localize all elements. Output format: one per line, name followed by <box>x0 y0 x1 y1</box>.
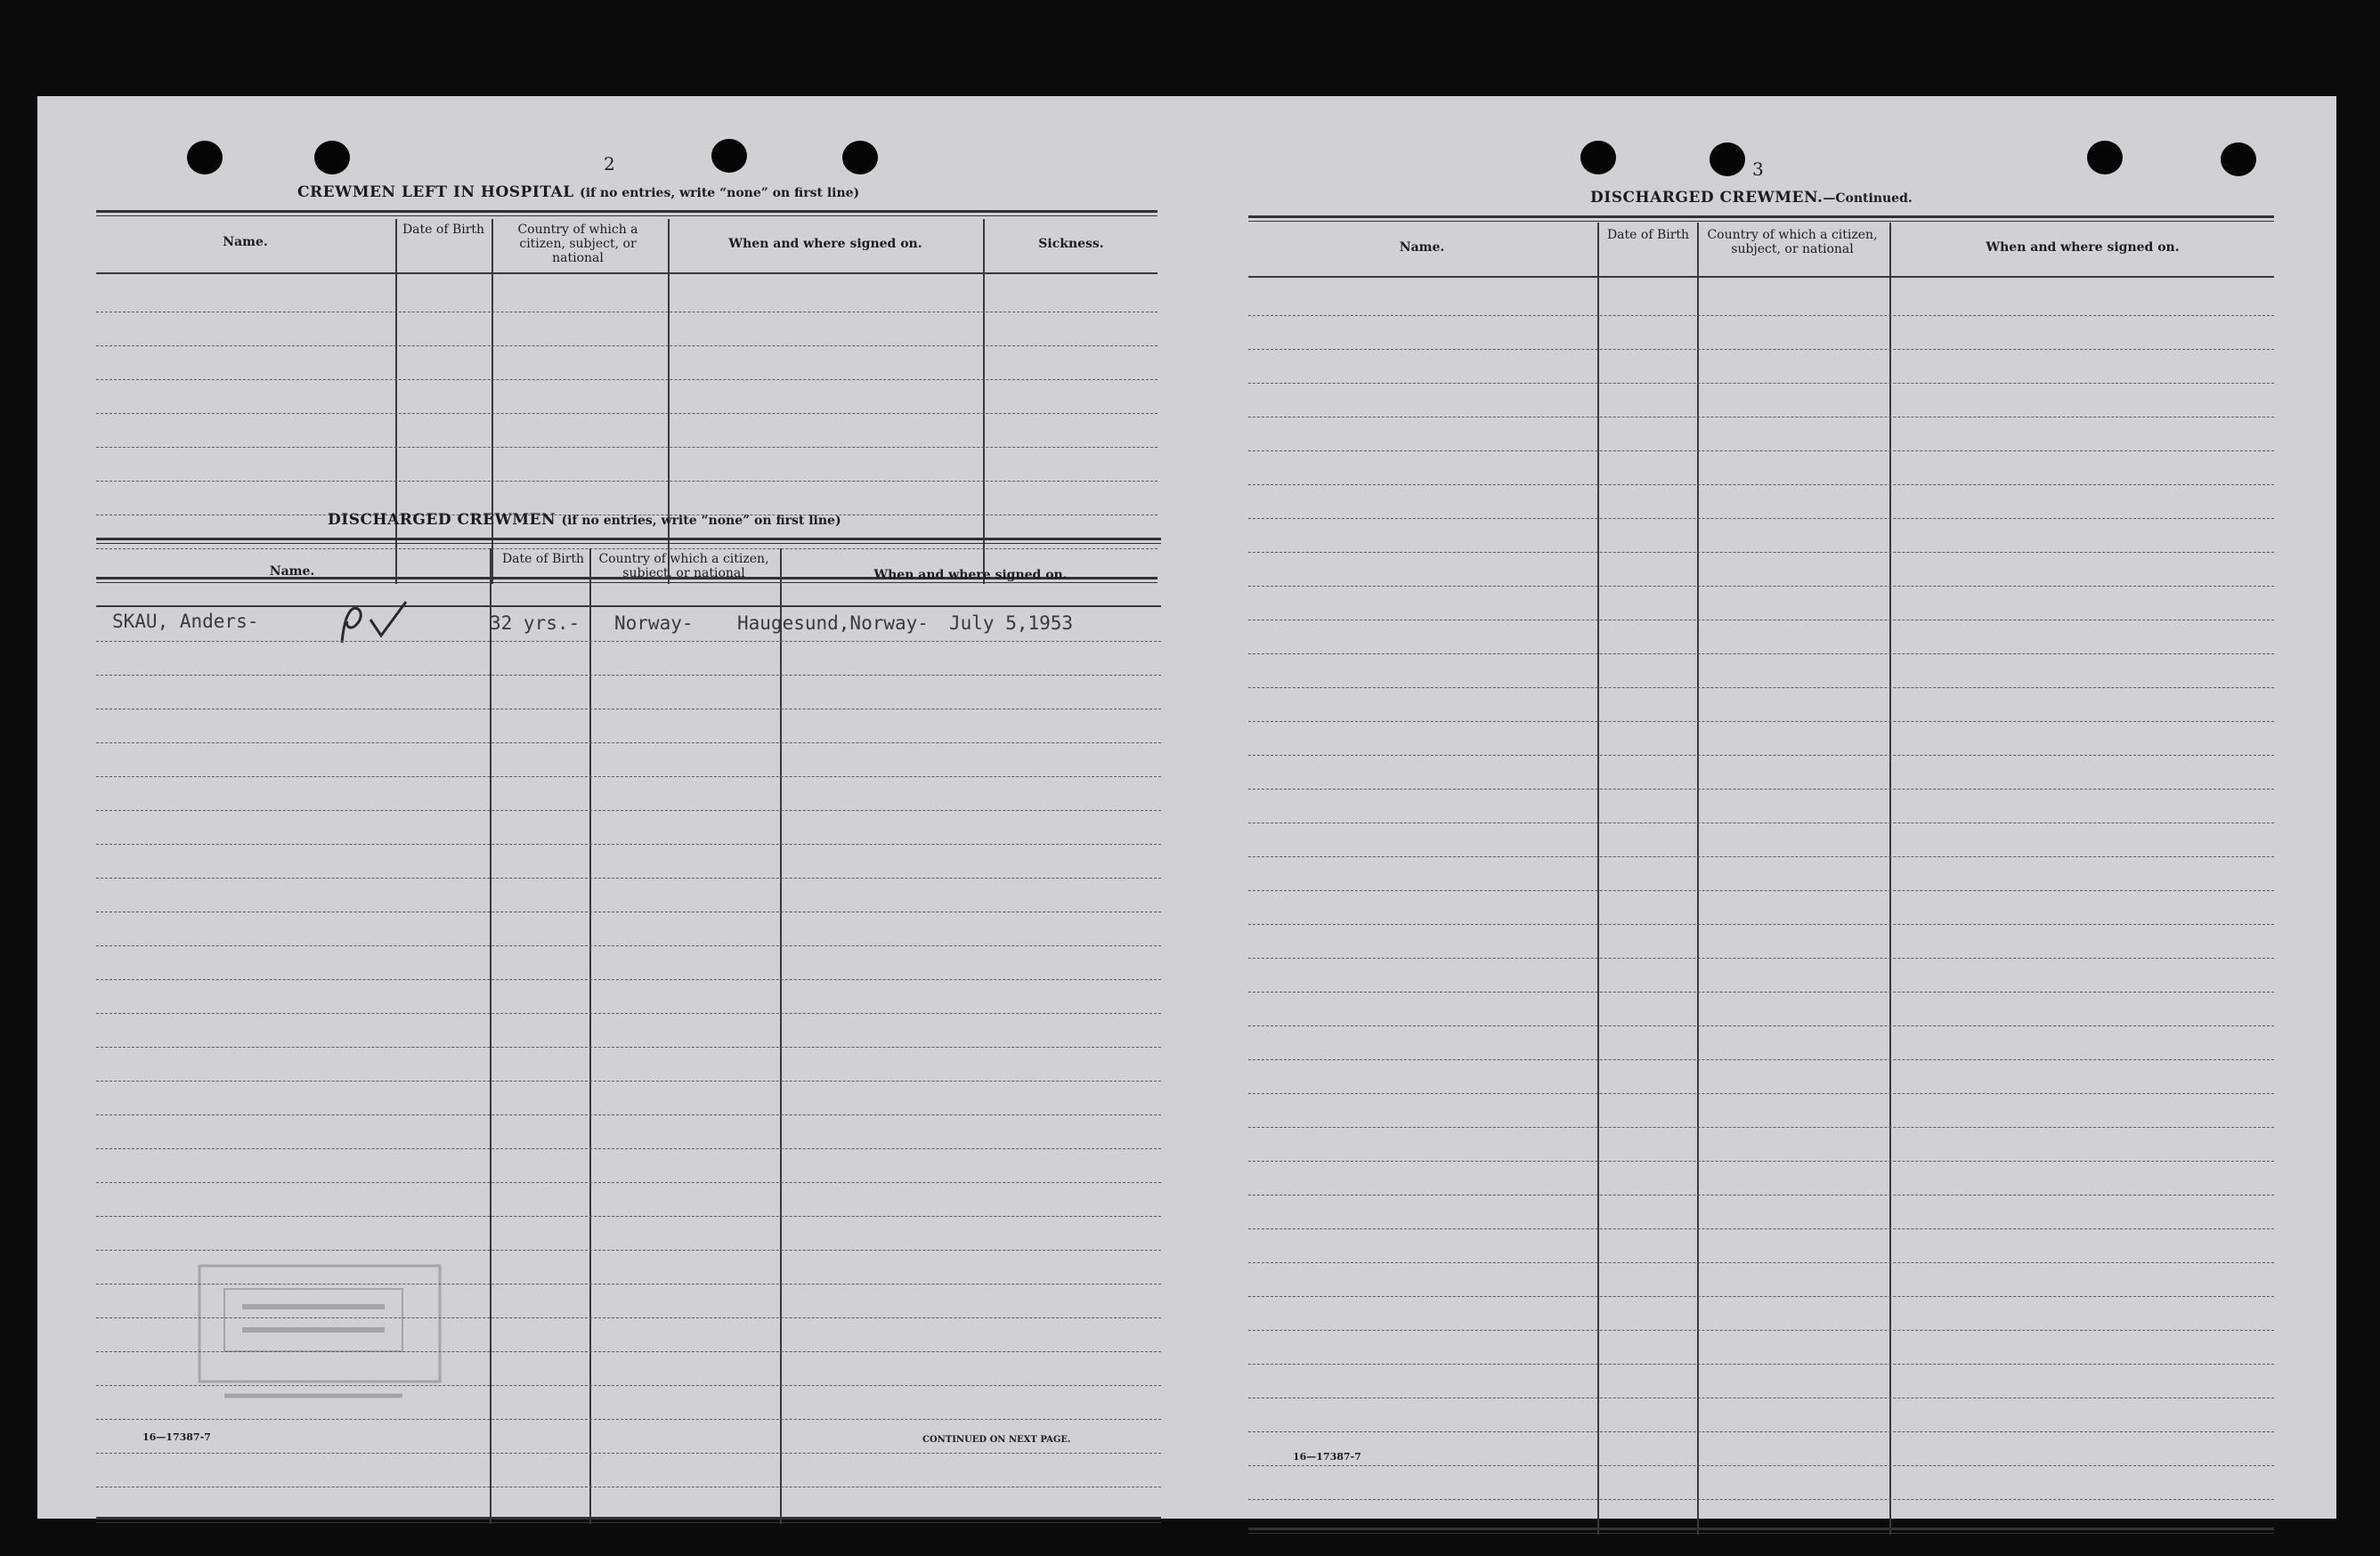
continued-row-line <box>1248 1127 2274 1128</box>
hospital-col-name: Name. <box>223 235 268 249</box>
continued-col-divider <box>1889 223 1891 1535</box>
continued-row-line <box>1248 1465 2274 1466</box>
continued-col-country: Country of which a citizen, subject, or national <box>1707 228 1878 256</box>
form-number-left: 16—17387-7 <box>142 1431 211 1443</box>
continued-row-line <box>1248 687 2274 688</box>
handwritten-checkmark <box>335 596 415 650</box>
continued-row-line <box>1248 1296 2274 1297</box>
punch-hole <box>842 141 878 174</box>
discharged-row-line <box>96 945 1161 946</box>
discharged-col-divider <box>589 548 591 1524</box>
discharged-row-line <box>96 810 1161 811</box>
hospital-row-line <box>96 447 1158 448</box>
hospital-col-divider <box>668 219 670 584</box>
punch-hole <box>314 141 350 174</box>
continued-col-name: Name. <box>1399 240 1445 255</box>
continued-subtitle: —Continued. <box>1823 191 1913 206</box>
punch-hole <box>187 141 223 174</box>
continued-row-line <box>1248 924 2274 925</box>
discharged-row-line <box>96 1216 1161 1217</box>
hospital-subtitle: (if no entries, write “none” on first line) <box>580 186 860 200</box>
discharged-col-country: Country of which a citizen, subject, or national <box>598 552 769 580</box>
entry-signed-on-place: Haugesund,Norway- <box>737 612 929 634</box>
hospital-top-rule <box>96 210 1158 216</box>
continued-top-rule <box>1248 215 2274 222</box>
entry-dob: 32 yrs.- <box>490 612 581 634</box>
hospital-header-rule <box>96 272 1158 274</box>
punch-hole <box>2221 142 2256 176</box>
continued-row-line <box>1248 1499 2274 1500</box>
discharged-row-line <box>96 1182 1161 1183</box>
discharged-row-line <box>96 675 1161 676</box>
discharged-row-line <box>96 1250 1161 1251</box>
continued-title: DISCHARGED CREWMEN. <box>1590 189 1824 207</box>
form-sheet <box>37 96 2336 1519</box>
continued-row-line <box>1248 1161 2274 1162</box>
discharged-row-line <box>96 1013 1161 1014</box>
punch-hole <box>2087 141 2123 174</box>
discharged-row-line <box>96 1081 1161 1082</box>
page-number-left: 2 <box>604 153 615 174</box>
discharged-col-signed-on: When and where signed on. <box>873 568 1068 582</box>
continued-row-line <box>1248 315 2274 316</box>
continued-section-title <box>1590 189 1913 207</box>
continued-row-line <box>1248 992 2274 993</box>
discharged-row-line <box>96 1148 1161 1149</box>
hospital-col-divider <box>983 219 985 584</box>
continued-bottom-rule <box>1248 1528 2274 1534</box>
continued-note: CONTINUED ON NEXT PAGE. <box>922 1435 1071 1445</box>
faded-stamp <box>189 1253 456 1414</box>
hospital-col-country: Country of which a citizen, subject, or national <box>517 223 638 265</box>
continued-row-line <box>1248 721 2274 722</box>
continued-row-line <box>1248 653 2274 654</box>
discharged-row-line <box>96 878 1161 879</box>
discharged-row-line <box>96 1114 1161 1115</box>
discharged-title: DISCHARGED CREWMEN <box>328 511 556 529</box>
continued-row-line <box>1248 856 2274 857</box>
continued-row-line <box>1248 890 2274 891</box>
punch-hole <box>1710 142 1745 176</box>
discharged-subtitle: (if no entries, write “none” on first line) <box>561 514 841 528</box>
continued-row-line <box>1248 1228 2274 1229</box>
continued-header-rule <box>1248 276 2274 278</box>
hospital-row-line <box>96 413 1158 414</box>
hospital-row-line <box>96 548 1158 549</box>
discharged-row-line <box>96 1047 1161 1048</box>
continued-col-signed-on: When and where signed on. <box>1986 240 2180 255</box>
hospital-section-title <box>297 183 859 201</box>
continued-row-line <box>1248 383 2274 384</box>
discharged-row-line <box>96 1453 1161 1454</box>
hospital-row-line <box>96 481 1158 482</box>
continued-row-line <box>1248 349 2274 350</box>
entry-country: Norway- <box>614 612 694 634</box>
discharged-row-line <box>96 776 1161 777</box>
discharged-row-line <box>96 844 1161 845</box>
form-number-right: 16—17387-7 <box>1293 1451 1361 1463</box>
punch-hole <box>711 139 747 173</box>
continued-row-line <box>1248 1330 2274 1331</box>
discharged-row-line <box>96 641 1161 642</box>
continued-col-divider <box>1697 223 1699 1535</box>
entry-signed-on-date: July 5,1953 <box>949 612 1074 634</box>
continued-row-line <box>1248 1262 2274 1263</box>
discharged-header-rule <box>96 605 1161 607</box>
hospital-col-divider <box>395 219 397 584</box>
entry-name: SKAU, Anders- <box>112 611 259 632</box>
continued-row-line <box>1248 1364 2274 1365</box>
discharged-bottom-rule <box>96 1517 1161 1523</box>
discharged-row-line <box>96 1419 1161 1420</box>
continued-row-line <box>1248 552 2274 553</box>
continued-row-line <box>1248 518 2274 519</box>
continued-col-divider <box>1597 223 1599 1535</box>
discharged-row-line <box>96 979 1161 980</box>
continued-row-line <box>1248 1093 2274 1094</box>
hospital-row-line <box>96 379 1158 380</box>
hospital-row-line <box>96 345 1158 346</box>
continued-row-line <box>1248 789 2274 790</box>
continued-row-line <box>1248 450 2274 451</box>
discharged-section-title <box>328 511 841 529</box>
hospital-col-sickness: Sickness. <box>1038 237 1104 251</box>
continued-row-line <box>1248 1025 2274 1026</box>
continued-row-line <box>1248 586 2274 587</box>
continued-row-line <box>1248 958 2274 959</box>
punch-hole <box>1580 141 1616 174</box>
discharged-col-divider <box>780 548 782 1524</box>
continued-row-line <box>1248 755 2274 756</box>
discharged-col-name: Name. <box>269 564 315 579</box>
discharged-col-dob: Date of Birth <box>501 552 585 566</box>
discharged-top-rule <box>96 538 1161 544</box>
continued-row-line <box>1248 484 2274 485</box>
hospital-col-divider <box>491 219 493 584</box>
hospital-col-signed-on: When and where signed on. <box>728 237 922 251</box>
hospital-col-dob: Date of Birth <box>402 223 485 237</box>
continued-row-line <box>1248 1431 2274 1432</box>
continued-row-line <box>1248 1059 2274 1060</box>
discharged-col-divider <box>490 548 491 1524</box>
continued-col-dob: Date of Birth <box>1606 228 1690 242</box>
page-number-right: 3 <box>1752 158 1764 180</box>
discharged-row-line <box>96 742 1161 743</box>
hospital-title: CREWMEN LEFT IN HOSPITAL <box>297 183 574 201</box>
